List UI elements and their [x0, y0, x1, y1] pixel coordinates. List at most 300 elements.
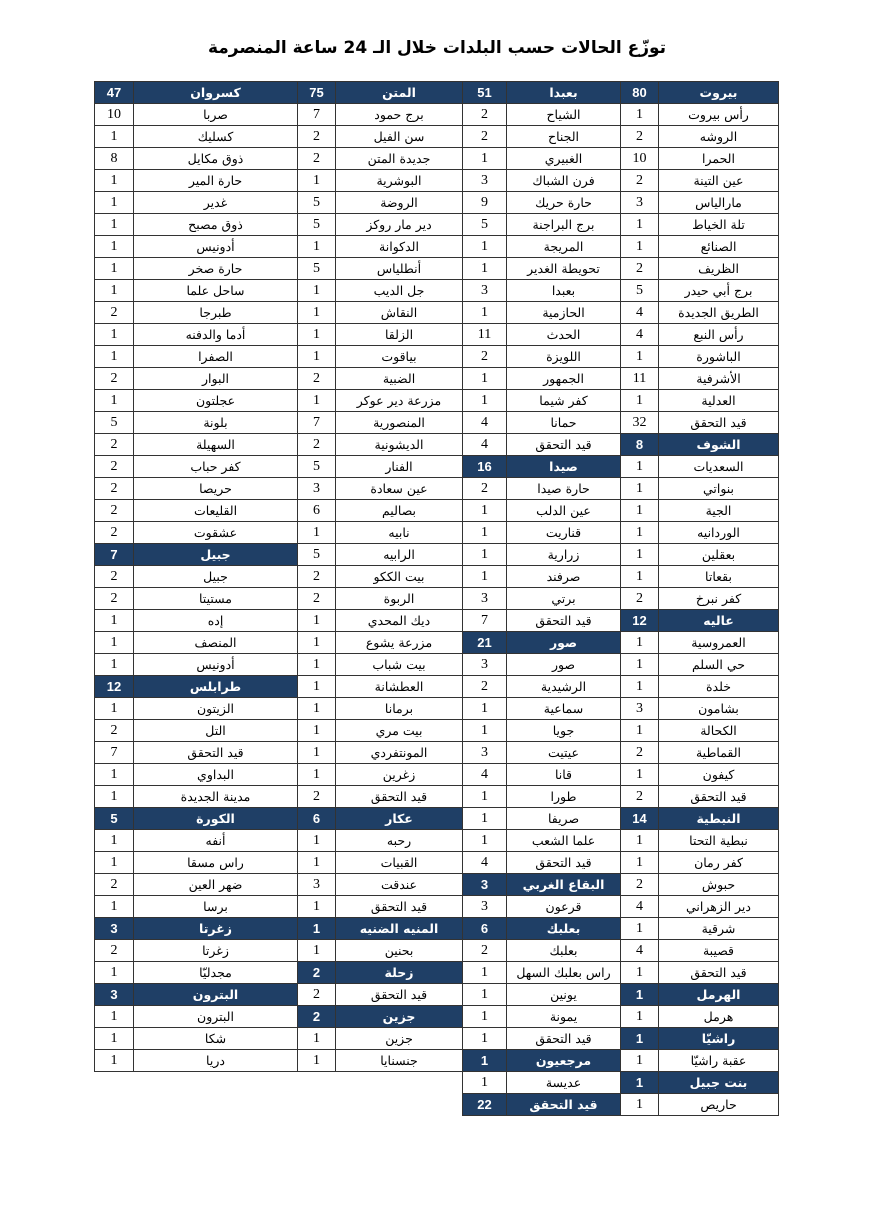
town-row [298, 544, 463, 566]
town-count: 3 [621, 698, 659, 720]
town-count: 1 [298, 390, 336, 412]
town-name: عندقت [336, 874, 463, 896]
town-row [298, 588, 463, 610]
town-name: البداوي [134, 764, 298, 786]
town-count: 1 [298, 610, 336, 632]
town-row [621, 742, 779, 764]
town-name: البوشرية [336, 170, 463, 192]
town-row [95, 368, 298, 390]
town-row [463, 236, 621, 258]
town-row [298, 258, 463, 280]
town-name: قيد التحقق [507, 1028, 621, 1050]
town-count: 3 [463, 170, 507, 192]
town-name: الحمرا [659, 148, 779, 170]
town-row [298, 148, 463, 170]
town-count: 1 [463, 390, 507, 412]
town-row [95, 566, 298, 588]
town-row [621, 478, 779, 500]
town-name: صريفا [507, 808, 621, 830]
town-name: كفر رمان [659, 852, 779, 874]
town-row [463, 104, 621, 126]
town-name: جويا [507, 720, 621, 742]
town-count: 1 [95, 126, 134, 148]
town-count: 7 [298, 104, 336, 126]
town-name: برج حمود [336, 104, 463, 126]
town-name: مارالياس [659, 192, 779, 214]
town-row [463, 544, 621, 566]
town-row [298, 368, 463, 390]
district-name: كسروان [134, 82, 298, 104]
town-row [298, 896, 463, 918]
town-count: 1 [95, 654, 134, 676]
town-row [463, 654, 621, 676]
town-row [298, 280, 463, 302]
town-name: الغبيري [507, 148, 621, 170]
town-name: كيفون [659, 764, 779, 786]
district-header-row [463, 1094, 621, 1116]
town-name: الصفرا [134, 346, 298, 368]
town-name: الروضة [336, 192, 463, 214]
town-count: 1 [621, 456, 659, 478]
town-row [298, 764, 463, 786]
town-row [621, 940, 779, 962]
town-count: 1 [621, 522, 659, 544]
town-row [463, 786, 621, 808]
town-name: جبيل [134, 566, 298, 588]
town-name: دير الزهراني [659, 896, 779, 918]
town-name: حارة صيدا [507, 478, 621, 500]
town-name: جنسنايا [336, 1050, 463, 1072]
town-name: سن الفيل [336, 126, 463, 148]
town-count: 2 [463, 104, 507, 126]
district-name: مرجعيون [507, 1050, 621, 1072]
town-name: بعقلين [659, 544, 779, 566]
district-header-row [621, 808, 779, 830]
town-row [463, 258, 621, 280]
district-total: 12 [621, 610, 659, 632]
town-count: 1 [621, 104, 659, 126]
district-total: 5 [95, 808, 134, 830]
table-block-beirut [620, 81, 779, 1116]
town-name: الصنائع [659, 236, 779, 258]
district-header-row [621, 82, 779, 104]
town-count: 1 [463, 962, 507, 984]
town-count: 1 [95, 214, 134, 236]
town-name: العدلية [659, 390, 779, 412]
town-count: 1 [298, 346, 336, 368]
district-name: عكار [336, 808, 463, 830]
town-row [463, 808, 621, 830]
town-count: 2 [621, 742, 659, 764]
town-row [463, 698, 621, 720]
town-count: 1 [621, 852, 659, 874]
town-name: حريصا [134, 478, 298, 500]
district-name: البترون [134, 984, 298, 1006]
town-count: 2 [298, 368, 336, 390]
town-count: 1 [95, 962, 134, 984]
town-name: قصيبة [659, 940, 779, 962]
district-total: 1 [298, 918, 336, 940]
town-count: 1 [621, 720, 659, 742]
town-name: كفر نبرخ [659, 588, 779, 610]
town-row [463, 940, 621, 962]
town-name: بصاليم [336, 500, 463, 522]
district-header-row [95, 676, 298, 698]
town-name: برمانا [336, 698, 463, 720]
town-name: جزين [336, 1028, 463, 1050]
town-row [621, 456, 779, 478]
district-name: الهرمل [659, 984, 779, 1006]
town-count: 7 [463, 610, 507, 632]
town-row [621, 1006, 779, 1028]
town-row [298, 302, 463, 324]
town-row [95, 236, 298, 258]
town-name: القليعات [134, 500, 298, 522]
town-row [621, 258, 779, 280]
town-name: حاريص [659, 1094, 779, 1116]
town-row [298, 852, 463, 874]
town-row [95, 500, 298, 522]
town-name: جديدة المتن [336, 148, 463, 170]
town-name: السعديات [659, 456, 779, 478]
town-row [463, 368, 621, 390]
town-name: الجية [659, 500, 779, 522]
town-count: 1 [621, 1094, 659, 1116]
town-name: الرابيه [336, 544, 463, 566]
district-header-row [463, 82, 621, 104]
town-row [298, 104, 463, 126]
town-row [463, 412, 621, 434]
town-row [298, 236, 463, 258]
district-total: 21 [463, 632, 507, 654]
town-count: 1 [95, 1028, 134, 1050]
town-row [621, 544, 779, 566]
town-row [95, 610, 298, 632]
town-name: ساحل علما [134, 280, 298, 302]
district-header-row [463, 918, 621, 940]
town-count: 1 [463, 368, 507, 390]
town-name: العمروسية [659, 632, 779, 654]
town-name: الزلقا [336, 324, 463, 346]
town-count: 1 [463, 566, 507, 588]
town-row [95, 434, 298, 456]
town-name: التل [134, 720, 298, 742]
town-count: 5 [298, 258, 336, 280]
town-row [95, 764, 298, 786]
town-count: 1 [95, 170, 134, 192]
town-count: 1 [621, 1050, 659, 1072]
town-name: الباشورة [659, 346, 779, 368]
district-total: 75 [298, 82, 336, 104]
town-name: قيد التحقق [336, 984, 463, 1006]
town-row [463, 192, 621, 214]
town-count: 4 [463, 412, 507, 434]
town-name: الأشرفية [659, 368, 779, 390]
town-row [463, 280, 621, 302]
town-name: مدينة الجديدة [134, 786, 298, 808]
town-count: 4 [463, 434, 507, 456]
town-row [621, 522, 779, 544]
town-count: 1 [463, 1006, 507, 1028]
town-count: 1 [298, 1028, 336, 1050]
district-header-row [621, 434, 779, 456]
town-row [621, 786, 779, 808]
town-row [95, 720, 298, 742]
town-row [95, 302, 298, 324]
town-count: 1 [95, 192, 134, 214]
town-count: 7 [95, 742, 134, 764]
town-count: 1 [463, 830, 507, 852]
district-header-row [621, 1072, 779, 1094]
town-row [621, 566, 779, 588]
town-name: الضبية [336, 368, 463, 390]
town-count: 1 [298, 896, 336, 918]
town-row [298, 412, 463, 434]
town-name: قيد التحقق [659, 962, 779, 984]
town-name: القماطية [659, 742, 779, 764]
town-name: راس بعلبك السهل [507, 962, 621, 984]
town-count: 1 [95, 346, 134, 368]
town-row [298, 1028, 463, 1050]
town-name: حارة المير [134, 170, 298, 192]
town-name: الديشونية [336, 434, 463, 456]
town-row [463, 962, 621, 984]
town-name: الربوة [336, 588, 463, 610]
town-name: ضهر العين [134, 874, 298, 896]
town-row [621, 390, 779, 412]
town-name: شرقية [659, 918, 779, 940]
town-name: عجلتون [134, 390, 298, 412]
town-row [298, 478, 463, 500]
town-name: ذوق مكايل [134, 148, 298, 170]
town-count: 1 [463, 1072, 507, 1094]
town-name: كسليك [134, 126, 298, 148]
district-total: 14 [621, 808, 659, 830]
town-row [463, 764, 621, 786]
town-row [463, 434, 621, 456]
town-row [463, 676, 621, 698]
town-name: أدونيس [134, 236, 298, 258]
town-count: 1 [298, 676, 336, 698]
town-row [298, 500, 463, 522]
town-count: 1 [621, 478, 659, 500]
town-row [298, 610, 463, 632]
town-count: 3 [621, 192, 659, 214]
town-count: 1 [95, 786, 134, 808]
town-name: قيد التحقق [134, 742, 298, 764]
town-name: عقبة راشيّا [659, 1050, 779, 1072]
town-count: 2 [95, 368, 134, 390]
town-row [621, 874, 779, 896]
town-count: 32 [621, 412, 659, 434]
town-count: 1 [95, 236, 134, 258]
town-count: 1 [298, 170, 336, 192]
town-row [463, 302, 621, 324]
town-name: أنطلياس [336, 258, 463, 280]
town-row [95, 830, 298, 852]
town-name: غدير [134, 192, 298, 214]
town-name: رأس النبع [659, 324, 779, 346]
town-row [298, 390, 463, 412]
town-row [298, 170, 463, 192]
town-count: 1 [463, 808, 507, 830]
district-name: المنيه الضنيه [336, 918, 463, 940]
town-row [95, 390, 298, 412]
town-name: اللويزة [507, 346, 621, 368]
town-count: 2 [298, 126, 336, 148]
district-total: 3 [95, 918, 134, 940]
town-row [95, 1050, 298, 1072]
town-count: 2 [621, 258, 659, 280]
district-total: 80 [621, 82, 659, 104]
town-count: 2 [298, 434, 336, 456]
town-name: صرفند [507, 566, 621, 588]
town-row [621, 676, 779, 698]
town-name: الكحالة [659, 720, 779, 742]
district-total: 3 [95, 984, 134, 1006]
town-count: 2 [95, 720, 134, 742]
town-name: بعبدا [507, 280, 621, 302]
town-count: 1 [463, 258, 507, 280]
district-name: البقاع الغربي [507, 874, 621, 896]
town-row [95, 258, 298, 280]
town-row [95, 654, 298, 676]
town-row [95, 962, 298, 984]
town-row [621, 1094, 779, 1116]
town-row [621, 654, 779, 676]
town-row [95, 192, 298, 214]
town-row [621, 346, 779, 368]
town-count: 1 [95, 698, 134, 720]
town-row [621, 720, 779, 742]
district-header-row [463, 1050, 621, 1072]
town-count: 5 [298, 192, 336, 214]
town-count: 1 [298, 324, 336, 346]
town-count: 1 [95, 1050, 134, 1072]
district-name: المتن [336, 82, 463, 104]
town-name: الحدث [507, 324, 621, 346]
district-name: عاليه [659, 610, 779, 632]
town-count: 1 [298, 1050, 336, 1072]
town-name: أنفه [134, 830, 298, 852]
town-count: 1 [621, 654, 659, 676]
district-total: 12 [95, 676, 134, 698]
town-count: 1 [463, 786, 507, 808]
district-name: زحلة [336, 962, 463, 984]
town-row [621, 918, 779, 940]
town-count: 2 [621, 170, 659, 192]
town-row [95, 1028, 298, 1050]
town-name: المونتفردي [336, 742, 463, 764]
town-count: 2 [95, 566, 134, 588]
district-total: 2 [298, 1006, 336, 1028]
town-name: تحويطة الغدير [507, 258, 621, 280]
town-row [95, 170, 298, 192]
town-row [298, 874, 463, 896]
district-total: 6 [463, 918, 507, 940]
town-row [95, 588, 298, 610]
town-row [95, 214, 298, 236]
town-name: بقعاتا [659, 566, 779, 588]
town-count: 1 [95, 1006, 134, 1028]
district-name: صيدا [507, 456, 621, 478]
town-row [463, 610, 621, 632]
town-count: 1 [621, 500, 659, 522]
town-name: بيت مري [336, 720, 463, 742]
district-total: 2 [298, 962, 336, 984]
town-count: 11 [621, 368, 659, 390]
town-name: الجمهور [507, 368, 621, 390]
town-count: 1 [621, 236, 659, 258]
town-name: عين الدلب [507, 500, 621, 522]
town-name: الشياح [507, 104, 621, 126]
town-row [621, 126, 779, 148]
town-count: 3 [463, 588, 507, 610]
town-row [95, 742, 298, 764]
town-row [95, 478, 298, 500]
town-row [621, 698, 779, 720]
district-header-row [463, 456, 621, 478]
town-count: 1 [621, 566, 659, 588]
town-row [621, 192, 779, 214]
town-count: 1 [621, 918, 659, 940]
district-name: النبطية [659, 808, 779, 830]
district-name: صور [507, 632, 621, 654]
town-name: قناريت [507, 522, 621, 544]
town-count: 1 [621, 346, 659, 368]
town-name: أدما والدفنه [134, 324, 298, 346]
town-name: قيد التحقق [507, 610, 621, 632]
town-row [463, 566, 621, 588]
district-header-row [95, 918, 298, 940]
town-row [298, 786, 463, 808]
district-header-row [298, 808, 463, 830]
district-total: 47 [95, 82, 134, 104]
town-row [463, 720, 621, 742]
town-count: 1 [621, 632, 659, 654]
town-count: 2 [95, 588, 134, 610]
town-row [463, 126, 621, 148]
town-count: 2 [621, 126, 659, 148]
town-name: جل الديب [336, 280, 463, 302]
town-name: دريا [134, 1050, 298, 1072]
town-row [463, 1006, 621, 1028]
town-count: 1 [463, 544, 507, 566]
town-count: 2 [298, 984, 336, 1006]
town-count: 6 [298, 500, 336, 522]
town-name: يمونة [507, 1006, 621, 1028]
town-count: 2 [95, 456, 134, 478]
town-count: 1 [621, 1006, 659, 1028]
town-row [621, 500, 779, 522]
town-name: سماعية [507, 698, 621, 720]
town-name: زرارية [507, 544, 621, 566]
town-count: 10 [95, 104, 134, 126]
town-count: 1 [621, 544, 659, 566]
town-name: هرمل [659, 1006, 779, 1028]
town-name: عيتيت [507, 742, 621, 764]
district-name: بنت جبيل [659, 1072, 779, 1094]
town-row [298, 676, 463, 698]
town-count: 1 [621, 962, 659, 984]
town-count: 1 [621, 676, 659, 698]
town-name: حارة حريك [507, 192, 621, 214]
town-name: المريجة [507, 236, 621, 258]
town-count: 1 [463, 148, 507, 170]
town-name: مزرعة دير عوكر [336, 390, 463, 412]
town-name: مستيتا [134, 588, 298, 610]
town-count: 1 [621, 764, 659, 786]
